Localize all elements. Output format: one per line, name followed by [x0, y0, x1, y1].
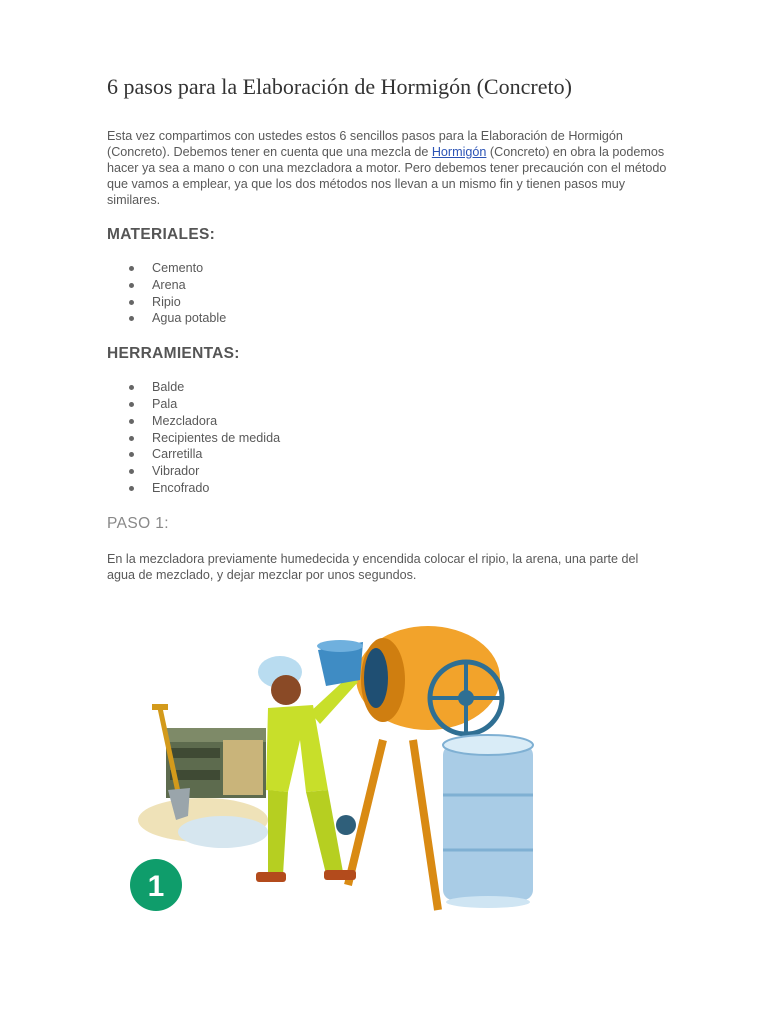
list-item: Mezcladora: [107, 413, 667, 430]
bucket-icon: [317, 640, 363, 686]
step-number: 1: [147, 870, 165, 903]
intro-text-end: (Concreto) en obra la podemos hacer ya sea a mano o con una mezcladora a motor. Pero debemos tener precaución con el método que vamos a emplear, ya que los dos métodos nos llevan a un mismo fin y tienen pasos muy similares.: [107, 145, 667, 207]
list-item: Vibrador: [107, 463, 667, 480]
herramientas-list: [107, 379, 667, 497]
list-item: Pala: [107, 396, 667, 413]
materiales-list: [107, 260, 667, 327]
list-item: Ripio: [107, 294, 667, 311]
list-item: Arena: [107, 277, 667, 294]
paso-1-text: En la mezcladora previamente humedecida y encendida colocar el ripio, la arena, una parte del agua de mezclado, y dejar mezclar por unos segundos.: [107, 551, 639, 582]
intro-paragraph: [107, 128, 667, 208]
step-number-badge: [130, 859, 182, 911]
gravel-pile: [178, 816, 268, 848]
list-item: Balde: [107, 379, 667, 396]
list-item: Carretilla: [107, 446, 667, 463]
cement-bags-icon: [166, 728, 266, 798]
list-item: Cemento: [107, 260, 667, 277]
concrete-mixer-illustration: [128, 620, 548, 920]
materiales-heading: MATERIALES:: [107, 226, 216, 243]
hormigon-link[interactable]: Hormigón: [431, 145, 487, 159]
worker-icon: [256, 656, 358, 882]
mixer-stand-icon: [336, 740, 438, 910]
water-barrel-icon: [443, 735, 533, 908]
list-item: Encofrado: [107, 480, 667, 497]
document-page: [107, 72, 667, 583]
intro-text-start: Esta vez compartimos con ustedes estos 6 sencillos pasos para la Elaboración de Hormigón (Concreto). Debemos tener en cuenta que una mezcla de: [107, 129, 623, 159]
paso-1-heading: PASO 1:: [107, 514, 169, 532]
list-item: Recipientes de medida: [107, 430, 667, 447]
mixer-drum-icon: [356, 626, 502, 734]
list-item: Agua potable: [107, 310, 667, 327]
herramientas-heading: HERRAMIENTAS:: [107, 345, 240, 363]
page-title: 6 pasos para la Elaboración de Hormigón (Concreto): [107, 74, 572, 99]
